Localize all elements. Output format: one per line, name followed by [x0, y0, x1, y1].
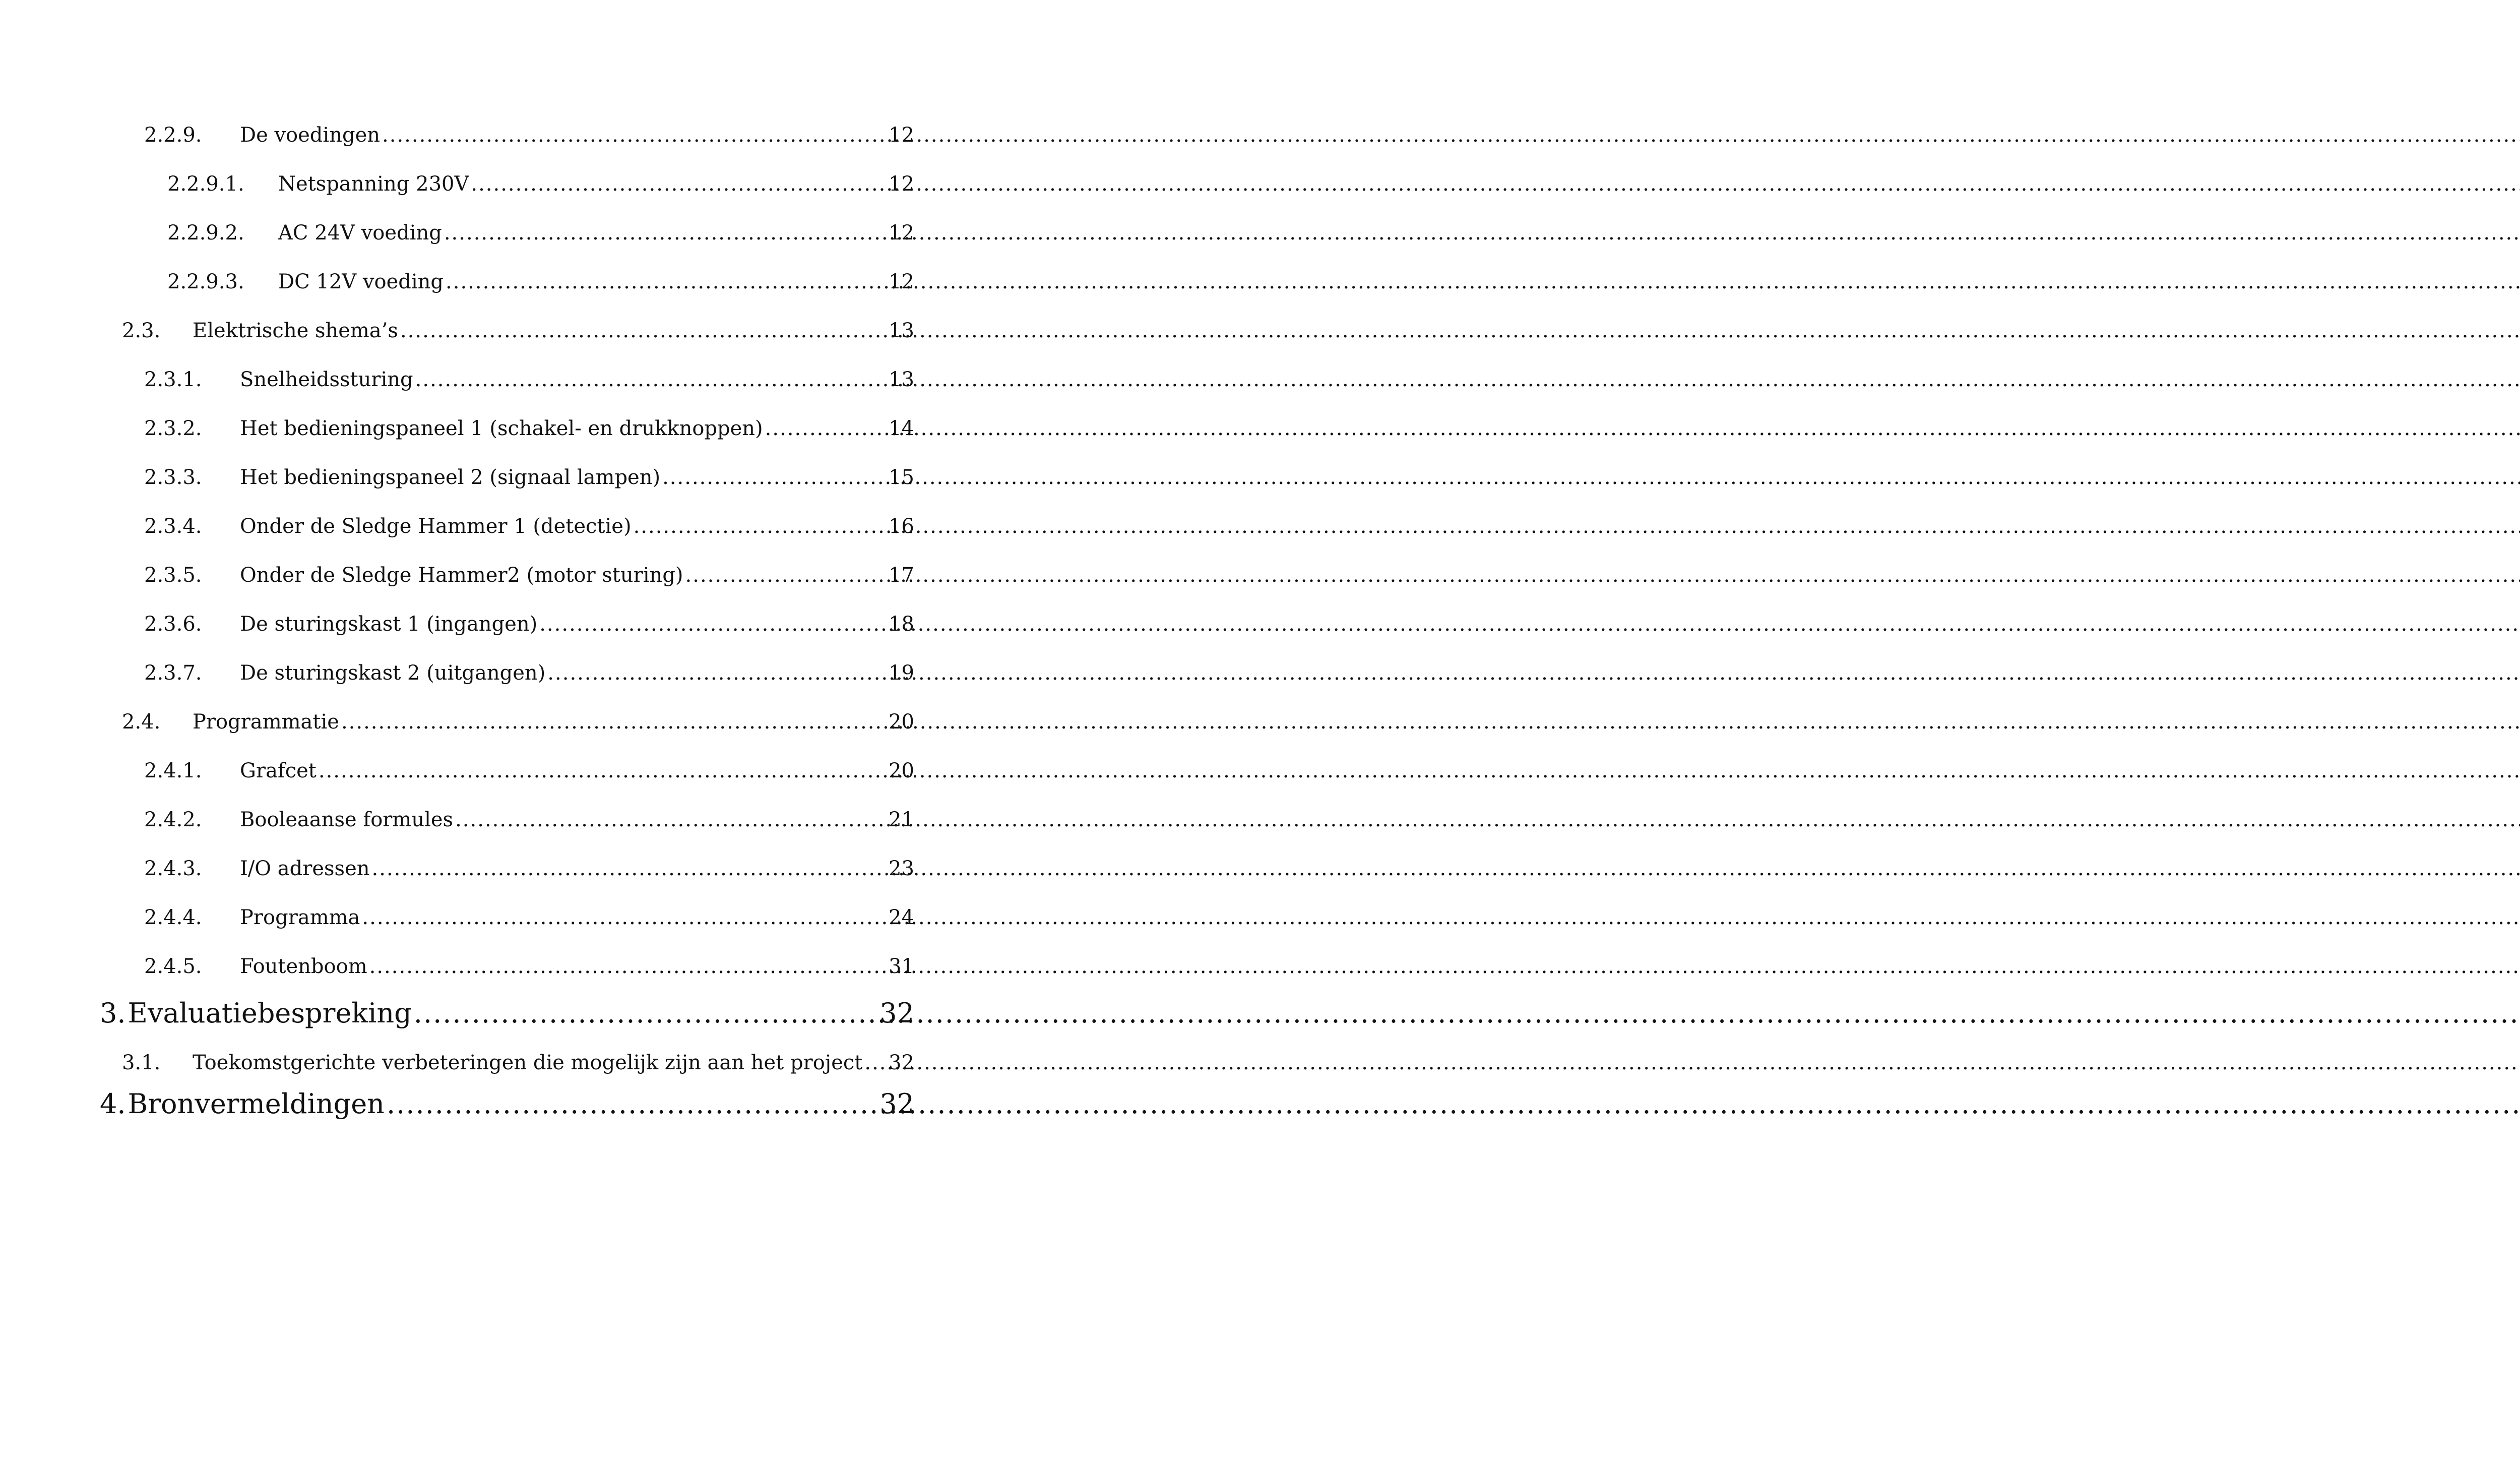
toc-entry[interactable] — [144, 124, 914, 147]
toc-entry-page: 20 — [889, 759, 914, 782]
dot-leader — [685, 564, 887, 587]
toc-entry-number: 2.3.4. — [144, 515, 202, 538]
toc-entry-number: 2.3.5. — [144, 564, 202, 587]
toc-entry[interactable] — [144, 661, 914, 685]
toc-entry[interactable] — [144, 613, 914, 636]
dot-leader — [369, 955, 887, 978]
toc-entry-number: 2.3.3. — [144, 466, 202, 489]
toc-entry[interactable] — [167, 270, 914, 293]
toc-entry-title: Het bedieningspaneel 1 (schakel- en drukknoppen) — [240, 417, 763, 440]
toc-entry-number: 2.4.4. — [144, 906, 202, 929]
toc-entry-title: DC 12V voeding — [278, 270, 444, 293]
toc-entry-title: Bronvermeldingen — [128, 1088, 385, 1120]
dot-leader — [864, 1051, 887, 1074]
toc-entry-title: Programmatie — [193, 710, 339, 734]
toc-entry-number: 2.4.2. — [144, 808, 202, 831]
dot-leader — [372, 857, 887, 880]
toc-entry[interactable] — [144, 906, 914, 929]
toc-entry-number: 3. — [100, 997, 126, 1029]
dot-leader — [341, 710, 887, 734]
toc-entry-page: 24 — [889, 906, 914, 929]
dot-leader — [662, 466, 887, 489]
toc-entry-number: 2.2.9.1. — [167, 172, 244, 196]
dot-leader — [319, 759, 887, 782]
dot-leader — [414, 997, 878, 1029]
dot-leader — [400, 319, 887, 342]
toc-entry[interactable] — [122, 710, 914, 734]
dot-leader — [415, 368, 887, 391]
dot-leader — [387, 1088, 877, 1120]
dot-leader — [471, 172, 887, 196]
toc-entry-number: 2.3.7. — [144, 661, 202, 685]
toc-entry-chapter[interactable] — [100, 997, 914, 1029]
toc-entry-number: 3.1. — [122, 1051, 161, 1074]
toc-entry-page: 18 — [889, 613, 914, 636]
toc-entry-number: 2.4. — [122, 710, 161, 734]
toc-entry-page: 31 — [889, 955, 914, 978]
toc-entry-title: Toekomstgerichte verbeteringen die mogelijk zijn aan het project — [193, 1051, 863, 1074]
toc-entry-page: 21 — [889, 808, 914, 831]
toc-entry-number: 4. — [100, 1088, 126, 1120]
toc-entry-page: 32 — [879, 1088, 914, 1120]
toc-entry[interactable] — [144, 564, 914, 587]
toc-entry-title: Netspanning 230V — [278, 172, 469, 196]
toc-entry-page: 15 — [889, 466, 914, 489]
toc-entry[interactable] — [122, 1051, 914, 1074]
toc-entry[interactable] — [167, 172, 914, 196]
toc-entry[interactable] — [144, 857, 914, 880]
dot-leader — [362, 906, 887, 929]
toc-entry[interactable] — [144, 466, 914, 489]
dot-leader — [382, 124, 887, 147]
toc-entry-page: 32 — [889, 1051, 914, 1074]
toc-entry[interactable] — [144, 808, 914, 831]
toc-entry-title: Onder de Sledge Hammer2 (motor sturing) — [240, 564, 683, 587]
toc-entry-title: Het bedieningspaneel 2 (signaal lampen) — [240, 466, 661, 489]
dot-leader — [455, 808, 887, 831]
dot-leader — [446, 270, 887, 293]
toc-entry-title: De sturingskast 2 (uitgangen) — [240, 661, 546, 685]
toc-entry-number: 2.3.2. — [144, 417, 202, 440]
toc-entry-page: 32 — [879, 997, 914, 1029]
toc-entry-title: Programma — [240, 906, 360, 929]
toc-entry-page: 14 — [889, 417, 914, 440]
toc-entry-chapter[interactable] — [100, 1088, 914, 1120]
toc-entry[interactable] — [144, 515, 914, 538]
toc-entry-page: 17 — [889, 564, 914, 587]
toc-entry[interactable] — [144, 368, 914, 391]
toc-entry-page: 12 — [889, 172, 914, 196]
toc-entry-title: I/O adressen — [240, 857, 370, 880]
toc-entry-number: 2.3. — [122, 319, 161, 342]
toc-entry-title: De voedingen — [240, 124, 381, 147]
dot-leader — [547, 661, 887, 685]
toc-entry-title: Booleaanse formules — [240, 808, 454, 831]
toc-entry-page: 12 — [889, 270, 914, 293]
toc-entry-page: 19 — [889, 661, 914, 685]
toc-entry-title: De sturingskast 1 (ingangen) — [240, 613, 538, 636]
toc-entry[interactable] — [144, 417, 914, 440]
toc-entry-number: 2.2.9. — [144, 124, 202, 147]
toc-entry-page: 12 — [889, 124, 914, 147]
toc-entry-number: 2.2.9.3. — [167, 270, 244, 293]
toc-entry-page: 23 — [889, 857, 914, 880]
toc-entry[interactable] — [144, 955, 914, 978]
toc-entry[interactable] — [167, 221, 914, 245]
toc-entry-title: Evaluatiebespreking — [128, 997, 412, 1029]
toc-entry-number: 2.4.3. — [144, 857, 202, 880]
toc-entry-title: Elektrische shema’s — [193, 319, 398, 342]
dot-leader — [539, 613, 887, 636]
dot-leader — [634, 515, 887, 538]
toc-entry-page: 12 — [889, 221, 914, 245]
toc-entry-title: Onder de Sledge Hammer 1 (detectie) — [240, 515, 632, 538]
toc-entry[interactable] — [122, 319, 914, 342]
toc-entry-page: 16 — [889, 515, 914, 538]
toc-entry[interactable] — [144, 759, 914, 782]
toc-entry-page: 13 — [889, 368, 914, 391]
toc-entry-number: 2.4.1. — [144, 759, 202, 782]
table-of-contents — [0, 0, 1032, 1460]
dot-leader — [444, 221, 887, 245]
toc-entry-title: AC 24V voeding — [278, 221, 442, 245]
toc-entry-number: 2.3.1. — [144, 368, 202, 391]
toc-entry-number: 2.3.6. — [144, 613, 202, 636]
toc-entry-title: Grafcet — [240, 759, 317, 782]
toc-entry-page: 13 — [889, 319, 914, 342]
toc-entry-number: 2.4.5. — [144, 955, 202, 978]
dot-leader — [765, 417, 887, 440]
toc-entry-page: 20 — [889, 710, 914, 734]
toc-entry-number: 2.2.9.2. — [167, 221, 244, 245]
toc-entry-title: Foutenboom — [240, 955, 367, 978]
toc-entry-title: Snelheidssturing — [240, 368, 413, 391]
